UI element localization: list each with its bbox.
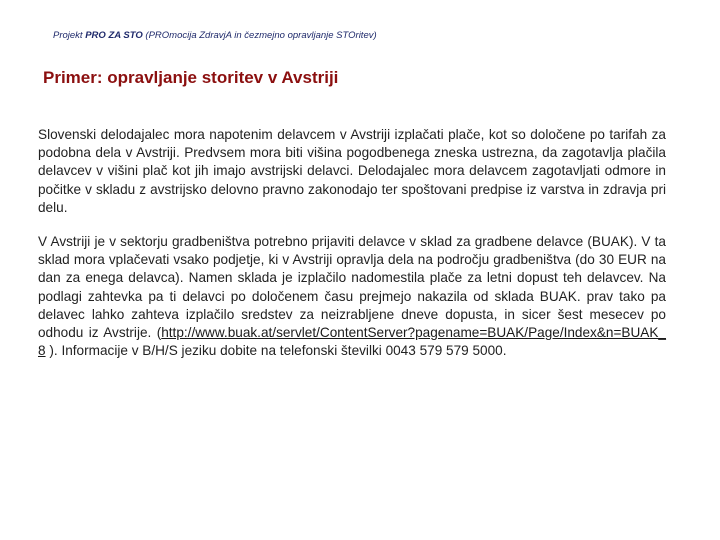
buak-acronym: BUAK [591, 234, 629, 250]
link-close-paren: ). [45, 343, 58, 359]
paragraph-buak [38, 233, 666, 360]
phone-info: Informacije v B/H/S jeziku dobite na telefonski številki 0043 579 579 5000. [61, 343, 507, 359]
slide-body [38, 126, 666, 376]
buak-text-after: ). V ta sklad mora vplačevati vsako podjetje, ki v Avstriji opravlja dela na področju gradbeništva (do 30 EUR na dan za enega delavca). Namen sklada je izplačilo nadomestila plače za letni dopust teh delavcev. Na podlagi zahtevka pa ti delavci po določenem času prejmejo nakazila od sklada BUAK. prav tako pa delavec lahko zahteva izplačilo sredstev za neizrabljene dneve dopusta, in sicer šest mesecev po odhodu iz Avstrije. [38, 234, 666, 341]
paragraph-wages: Slovenski delodajalec mora napotenim delavcem v Avstriji izplačati plače, kot so določene po tarifah za podobna dela v Avstriji. Predvsem mora biti višina pogodbenega zneska ustrezna, da zagotavlja plačila delavcev v višini plač kot jih imajo avstrijski delavci. Delodajalec mora delavcem zagotavljati odmore in počitke v skladu z avstrijsko delovno pravno zakonodajo ter spoštovani predpise iz varstva in zdravja pri delu. [38, 127, 666, 215]
link-open-paren: ( [156, 325, 162, 341]
project-name: PRO ZA STO [85, 30, 143, 41]
project-header [53, 30, 377, 41]
buak-link[interactable]: http://www.buak.at/servlet/ContentServer?pagename=BUAK/Page/Index&n=BUAK_8 [38, 325, 666, 359]
project-description: (PROmocija ZdravjA in čezmejno opravljanje STOritev) [145, 30, 377, 41]
buak-text-before: V Avstriji je v sektorju gradbeništva potrebno prijaviti delavce v sklad za gradbene delavce ( [38, 234, 592, 250]
header-prefix: Projekt [53, 30, 83, 41]
slide-title: Primer: opravljanje storitev v Avstriji [43, 68, 339, 87]
